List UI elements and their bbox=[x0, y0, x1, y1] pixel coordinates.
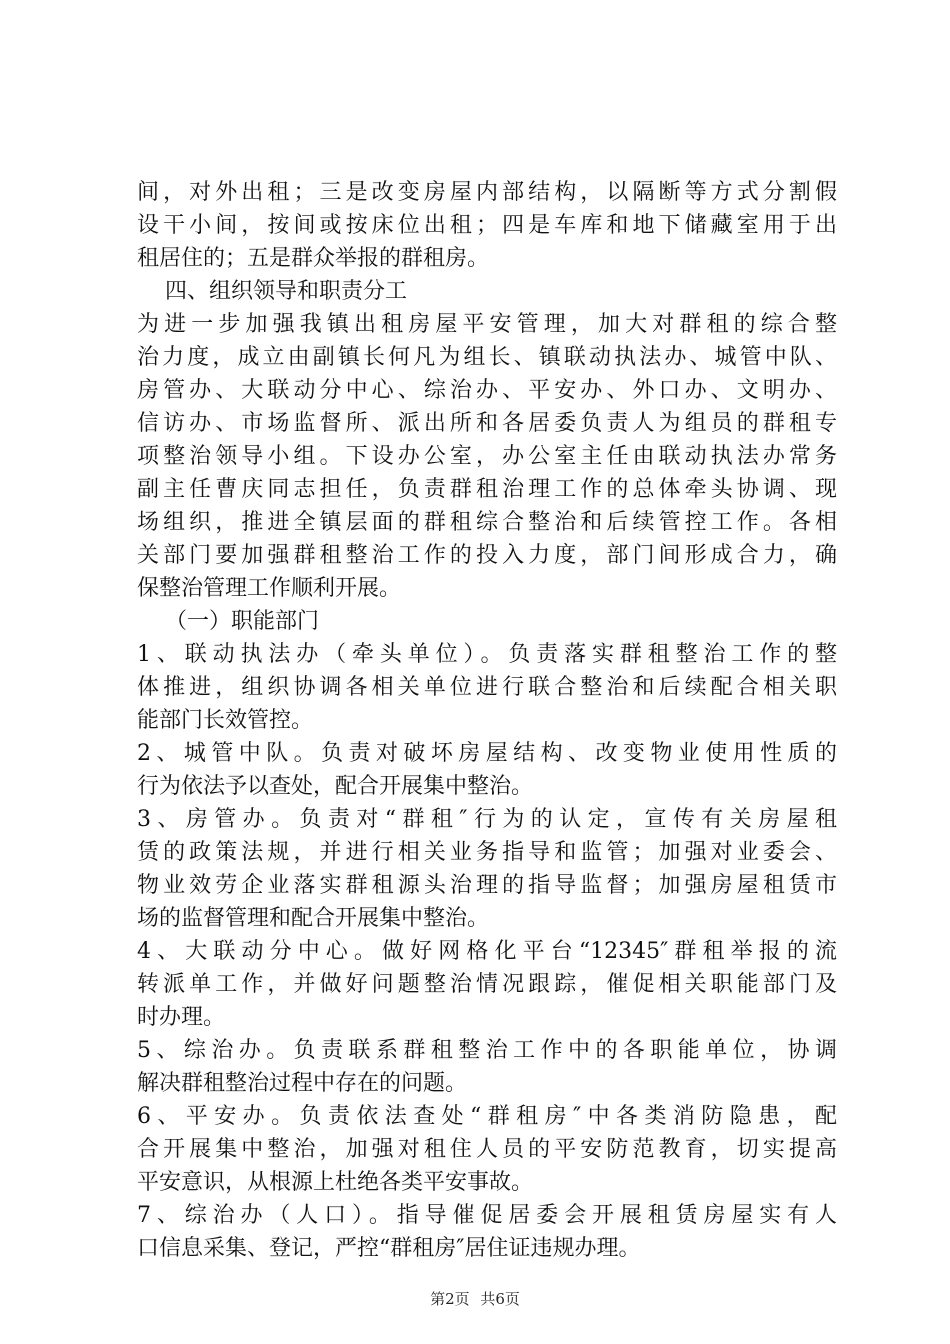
text-line: 2、城管中队。负责对破坏房屋结构、改变物业使用性质的 bbox=[137, 741, 837, 766]
document-body bbox=[137, 176, 837, 1265]
text-line: 保整治管理工作顺利开展。 bbox=[137, 576, 402, 601]
text-line: 信访办、市场监督所、派出所和各居委负责人为组员的群租专 bbox=[137, 411, 837, 436]
text-line: （一）职能部门 bbox=[137, 609, 319, 634]
text-line: 房管办、大联动分中心、综治办、平安办、外口办、文明办、 bbox=[137, 378, 837, 403]
text-line: 间，对外出租；三是改变房屋内部结构，以隔断等方式分割假 bbox=[137, 180, 837, 205]
text-line: 口信息采集、登记，严控“群租房″居住证违规办理。 bbox=[137, 1236, 641, 1261]
page-footer bbox=[0, 1288, 950, 1309]
text-line: 转派单工作，并做好问题整治情况跟踪，催促相关职能部门及 bbox=[137, 972, 837, 997]
text-line: 时办理。 bbox=[137, 1005, 226, 1030]
text-line: 5、综治办。负责联系群租整治工作中的各职能单位，协调 bbox=[137, 1038, 837, 1063]
text-line: 6、平安办。负责依法查处“群租房″中各类消防隐患，配 bbox=[137, 1104, 837, 1129]
text-line: 赁的政策法规，并进行相关业务指导和监管；加强对业委会、 bbox=[137, 840, 837, 865]
text-line: 4、大联动分中心。做好网格化平台“12345″群租举报的流 bbox=[137, 939, 837, 964]
text-line: 治力度，成立由副镇长何凡为组长、镇联动执法办、城管中队、 bbox=[137, 345, 837, 370]
text-line: 体推进，组织协调各相关单位进行联合整治和后续配合相关职 bbox=[137, 675, 837, 700]
page-total: 共6页 bbox=[480, 1290, 520, 1308]
text-line: 租居住的；五是群众举报的群租房。 bbox=[137, 246, 490, 271]
text-line: 解决群租整治过程中存在的问题。 bbox=[137, 1071, 468, 1096]
text-line: 能部门长效管控。 bbox=[137, 708, 314, 733]
text-line: 为进一步加强我镇出租房屋平安管理，加大对群租的综合整 bbox=[137, 312, 837, 337]
text-line: 行为依法予以查处，配合开展集中整治。 bbox=[137, 774, 534, 799]
text-line: 副主任曹庆同志担任，负责群租治理工作的总体牵头协调、现 bbox=[137, 477, 837, 502]
text-line: 四、组织领导和职责分工 bbox=[137, 279, 407, 304]
text-line: 3、房管办。负责对“群租″行为的认定，宣传有关房屋租 bbox=[137, 807, 837, 832]
text-line: 合开展集中整治，加强对租住人员的平安防范教育，切实提高 bbox=[137, 1137, 837, 1162]
text-line: 场组织，推进全镇层面的群租综合整治和后续管控工作。各相 bbox=[137, 510, 837, 535]
page-number: 第2页 bbox=[430, 1290, 470, 1308]
text-line: 平安意识，从根源上杜绝各类平安事故。 bbox=[137, 1170, 534, 1195]
text-line: 场的监督管理和配合开展集中整治。 bbox=[137, 906, 490, 931]
text-line: 设干小间，按间或按床位出租；四是车库和地下储藏室用于出 bbox=[137, 213, 837, 238]
text-line: 1、联动执法办（牵头单位）。负责落实群租整治工作的整 bbox=[137, 642, 837, 667]
text-line: 物业效劳企业落实群租源头治理的指导监督；加强房屋租赁市 bbox=[137, 873, 837, 898]
text-line: 关部门要加强群租整治工作的投入力度，部门间形成合力，确 bbox=[137, 543, 837, 568]
text-line: 项整治领导小组。下设办公室，办公室主任由联动执法办常务 bbox=[137, 444, 837, 469]
text-line: 7、综治办（人口）。指导催促居委会开展租赁房屋实有人 bbox=[137, 1203, 837, 1228]
